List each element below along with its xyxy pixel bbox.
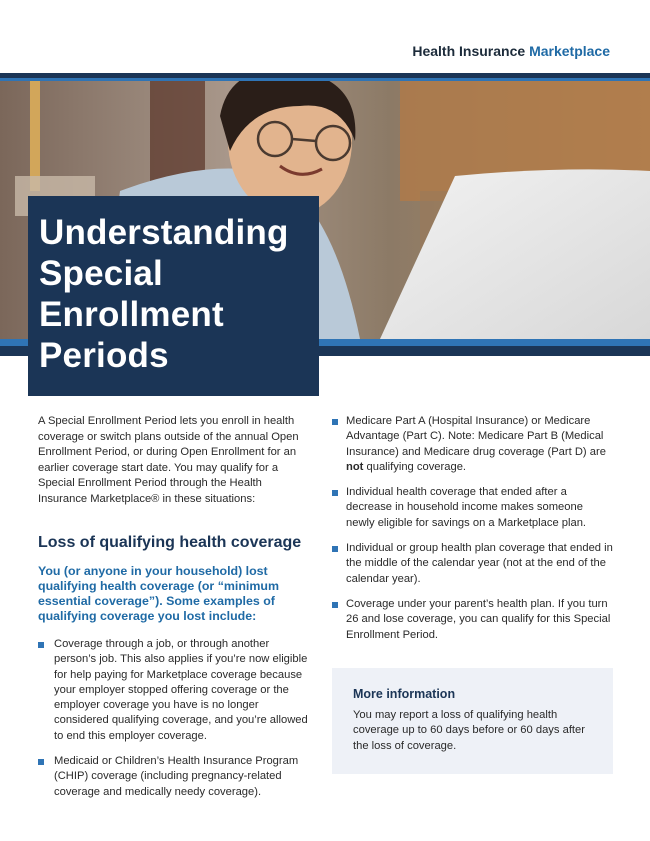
list-item xyxy=(332,485,614,531)
section-heading: Loss of qualifying health coverage xyxy=(38,534,302,551)
list-item-text: Coverage under your parent’s health plan. If you turn 26 and lose coverage, you can qualify for this Special Enrollment Period. xyxy=(346,597,611,641)
title-box xyxy=(28,196,319,396)
right-bullet-list xyxy=(332,414,614,643)
square-bullet-icon xyxy=(332,602,338,608)
intro-paragraph: A Special Enrollment Period lets you enroll in health coverage or switch plans outside of the annual Open Enrollment Period, or during Open Enrollment for an earlier coverage start date. You may qualify for a Special Enrollment Period through the Health Insurance Marketplace® in these situations: xyxy=(38,415,299,505)
list-item xyxy=(38,637,314,744)
more-information-body: You may report a loss of qualifying health coverage up to 60 days before or 60 days after the loss of coverage. xyxy=(353,709,585,752)
brand-accent: Marketplace xyxy=(529,43,610,59)
left-bullet-list xyxy=(38,637,314,800)
list-item-text: Coverage through a job, or through another person’s job. This also applies if you’re now eligible for help paying for Marketplace coverage because your employer stopped offering coverage or the employer coverage you have is no longer considered qualifying coverage, and you’re allowed to end this employer coverage. xyxy=(54,638,308,742)
list-item-text: Medicaid or Children’s Health Insurance Program (CHIP) coverage (including pregnancy-related coverage and medically needy coverage). xyxy=(54,755,299,798)
list-item xyxy=(38,754,314,800)
title-line-4: Periods xyxy=(39,336,169,375)
header-brand xyxy=(412,43,610,59)
brand-prefix: Health Insurance xyxy=(412,43,526,59)
square-bullet-icon xyxy=(332,546,338,552)
more-information-box xyxy=(332,668,613,774)
list-item-text: Individual or group health plan coverage that ended in the middle of the calendar year (not at the end of the calendar year). xyxy=(346,542,613,585)
page-title xyxy=(39,212,309,376)
list-item xyxy=(332,597,614,643)
medicare-text-after: qualifying coverage. xyxy=(363,460,467,473)
square-bullet-icon xyxy=(332,490,338,496)
list-item-text: Individual health coverage that ended after a decrease in household income makes someone newly eligible for savings on a Marketplace plan. xyxy=(346,486,587,529)
title-line-3: Enrollment xyxy=(39,295,224,334)
title-line-2: Special xyxy=(39,254,163,293)
section-lead: You (or anyone in your household) lost qualifying health coverage (or “minimum essential coverage”). Some examples of qualifying coverage you lost include: xyxy=(38,564,279,623)
medicare-text-before: Medicare Part A (Hospital Insurance) or Medicare Advantage (Part C). Note: Medicare Part B (Medical Insurance) and Medicare drug coverage (Part D) are xyxy=(346,415,606,458)
square-bullet-icon xyxy=(332,419,338,425)
more-information-heading: More information xyxy=(353,687,456,701)
square-bullet-icon xyxy=(38,759,44,765)
list-item xyxy=(332,414,614,475)
square-bullet-icon xyxy=(38,642,44,648)
title-line-1: Understanding xyxy=(39,213,289,252)
list-item xyxy=(332,541,614,587)
left-column xyxy=(38,414,314,810)
right-column xyxy=(332,414,614,653)
medicare-text-emphasis: not xyxy=(346,460,364,473)
